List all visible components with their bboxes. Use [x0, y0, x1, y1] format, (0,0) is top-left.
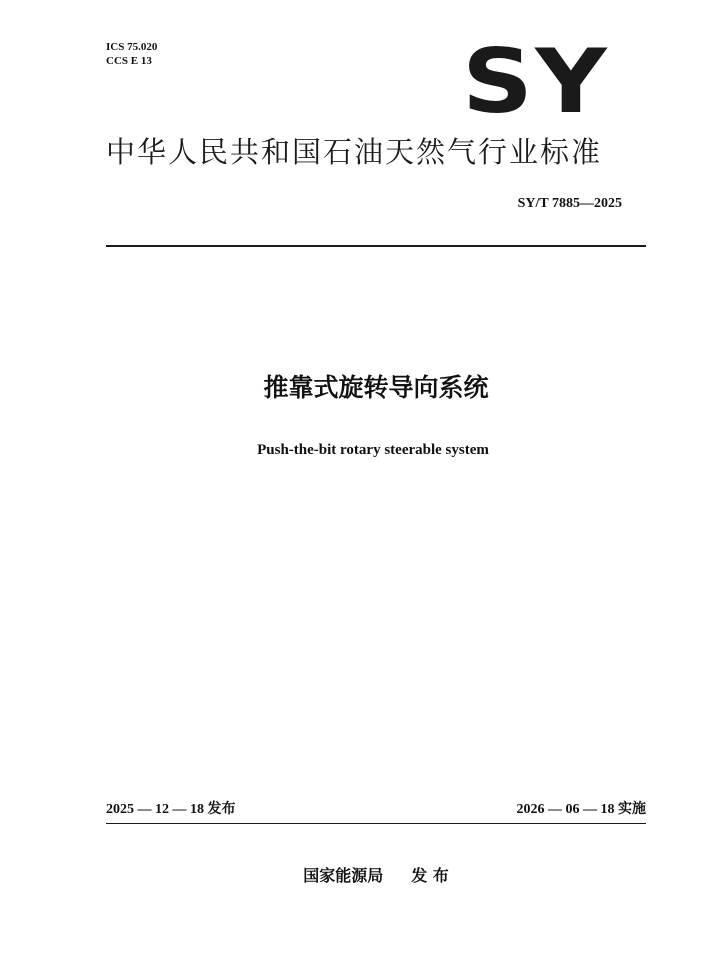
implementation-date: 2026 — 06 — 18 实施	[516, 802, 646, 817]
document-title-chinese: 推靠式旋转导向系统	[263, 373, 489, 402]
publisher-name: 国家能源局	[303, 866, 384, 885]
standard-number: SY/T 7885—2025	[517, 196, 622, 211]
document-title-english: Push-the-bit rotary steerable system	[257, 442, 489, 458]
footer-divider	[106, 823, 646, 824]
ics-code: ICS 75.020	[106, 41, 158, 53]
industry-standard-title: 中华人民共和国石油天然气行业标准	[106, 135, 603, 169]
publish-label: 发 布	[411, 866, 449, 885]
issue-date: 2025 — 12 — 18 发布	[106, 802, 236, 817]
classification-codes	[106, 40, 157, 68]
header-divider	[106, 245, 646, 247]
sy-logo: SY	[462, 30, 609, 133]
ccs-code: CCS E 13	[106, 55, 152, 67]
publisher-line	[0, 866, 720, 886]
